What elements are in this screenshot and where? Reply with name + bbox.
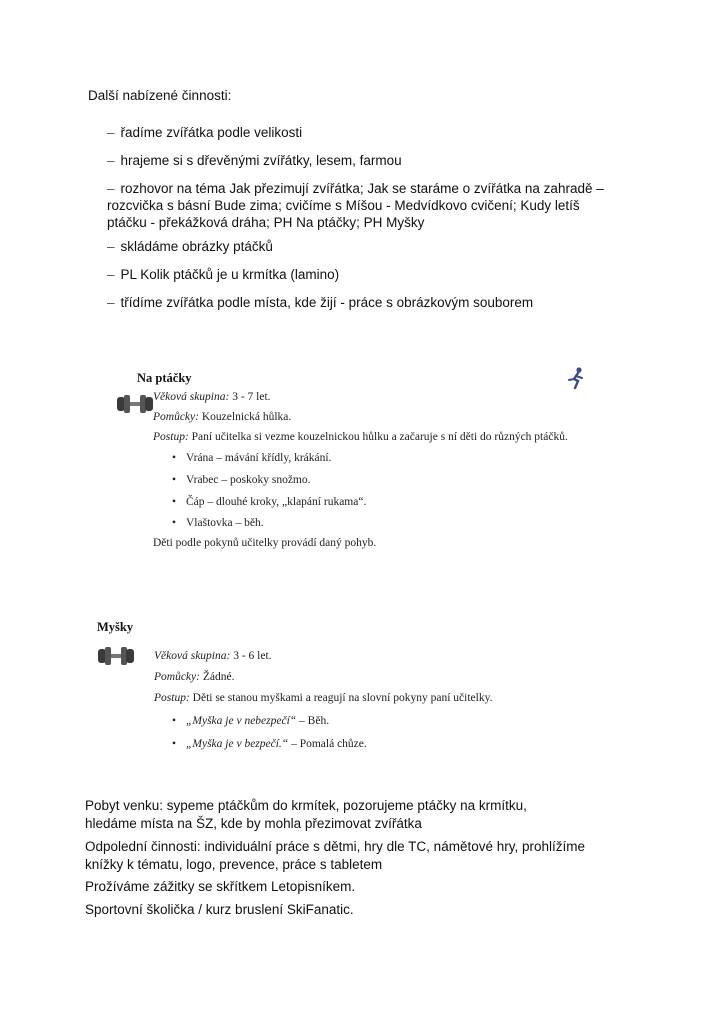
age-group: Věková skupina: 3 - 6 let. xyxy=(154,650,272,662)
list-item: • Vrána – mávání křídly, krákání. xyxy=(172,452,332,464)
list-item: • Vlaštovka – běh. xyxy=(172,517,264,529)
game-title: Myšky xyxy=(97,620,134,634)
tools: Pomůcky: Žádné. xyxy=(154,671,235,683)
list-item: – třídíme zvířátka podle místa, kde žijí - práce s obrázkovým souborem xyxy=(107,295,534,310)
dumbbell-icon xyxy=(96,645,136,667)
outdoor-text: Pobyt venku: sypeme ptáčkům do krmítek, pozorujeme ptáčky na krmítku, xyxy=(85,798,527,813)
runner-icon xyxy=(566,366,586,390)
experience-text: Prožíváme zážitky se skřítkem Letopisníkem. xyxy=(85,879,356,894)
list-item: – PL Kolik ptáčků je u krmítka (lamino) xyxy=(107,267,340,282)
list-item: – skládáme obrázky ptáčků xyxy=(107,239,273,254)
list-item: – hrajeme si s dřevěnými zvířátky, lesem, farmou xyxy=(107,153,402,168)
intro-heading: Další nabízené činnosti: xyxy=(88,88,232,103)
list-item-continued: rozcvička s básní Bude zima; cvičíme s Míšou - Medvídkovo cvičení; Kudy letíš xyxy=(107,198,580,213)
list-item: – řadíme zvířátka podle velikosti xyxy=(107,125,303,140)
age-group: Věková skupina: 3 - 7 let. xyxy=(153,391,271,403)
outdoor-text-continued: hledáme místa na ŠZ, kde by mohla přezimovat zvířátka xyxy=(85,816,422,831)
closing-text: Děti podle pokynů učitelky provádí daný pohyb. xyxy=(153,537,377,549)
list-item: • Čáp – dlouhé kroky, „klapání rukama“. xyxy=(172,496,367,508)
list-item-continued: ptáčku - překážková dráha; PH Na ptáčky; PH Myšky xyxy=(107,215,425,230)
list-item: – rozhovor na téma Jak přezimují zvířátka; Jak se staráme o zvířátka na zahradě – xyxy=(107,181,604,196)
list-item: • „Myška je v bezpečí.“ – Pomalá chůze. xyxy=(172,738,367,750)
list-item: • „Myška je v nebezpečí“ – Běh. xyxy=(172,715,330,727)
procedure: Postup: Paní učitelka si vezme kouzelnickou hůlku a začaruje s ní děti do různých ptáčků. xyxy=(153,431,568,443)
list-item: • Vrabec – poskoky snožmo. xyxy=(172,474,311,486)
afternoon-text-continued: knížky k tématu, logo, prevence, práce s tabletem xyxy=(85,857,383,872)
dumbbell-icon xyxy=(115,393,155,415)
game-title: Na ptáčky xyxy=(137,371,192,385)
tools: Pomůcky: Kouzelnická hůlka. xyxy=(153,411,292,423)
sport-text: Sportovní školička / kurz bruslení SkiFanatic. xyxy=(85,902,354,917)
afternoon-text: Odpolední činnosti: individuální práce s dětmi, hry dle TC, námětové hry, prohlížíme xyxy=(85,839,585,854)
procedure: Postup: Děti se stanou myškami a reagují na slovní pokyny paní učitelky. xyxy=(154,692,493,704)
